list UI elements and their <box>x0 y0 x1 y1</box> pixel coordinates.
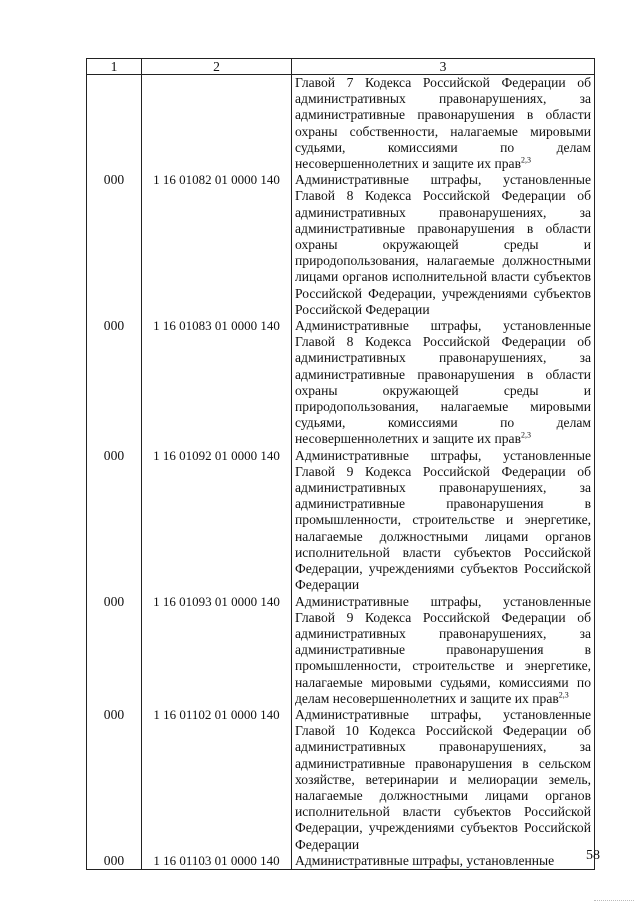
row-code <box>87 75 142 173</box>
page-number: 58 <box>586 848 600 863</box>
row-description <box>292 448 595 594</box>
row-description <box>292 707 595 853</box>
footnote-ref: 2,3 <box>558 690 569 700</box>
row-code: 000 <box>87 594 142 707</box>
row-code: 000 <box>87 448 142 594</box>
table-row <box>87 172 595 318</box>
row-description-text: Административные штрафы, установленные <box>295 852 555 868</box>
table-row <box>87 448 595 594</box>
row-code: 000 <box>87 853 142 870</box>
row-description <box>292 318 595 448</box>
column-header-2: 2 <box>142 59 292 75</box>
row-kbk: 1 16 01092 01 0000 140 <box>142 448 292 594</box>
row-description-text: Главой 7 Кодекса Российской Федерации об административных правонарушениях, за административные правонарушения в области охраны собственности, налагаемые мировыми судьями, комиссиями по делам несовершеннолетних и защите их прав <box>295 75 591 172</box>
row-code: 000 <box>87 172 142 318</box>
row-description-text: Административные штрафы, установленные Главой 8 Кодекса Российской Федерации об административных правонарушениях, за административные правонарушения в области охраны окружающей среды и природопользования, налагаемые должностными лицами органов исполнительной власти субъектов Российской Федерации, учреждениями субъектов Российской Федерации <box>295 172 591 317</box>
footnote-ref: 2,3 <box>521 155 532 165</box>
table-row <box>87 75 595 173</box>
row-description-text: Административные штрафы, установленные Главой 8 Кодекса Российской Федерации об административных правонарушениях, за административные правонарушения в области охраны окружающей среды и природопользования, налагаемые мировыми судьями, комиссиями по делам несовершеннолетних и защите их прав <box>295 318 591 447</box>
column-header-1: 1 <box>87 59 142 75</box>
row-description <box>292 75 595 173</box>
row-kbk: 1 16 01093 01 0000 140 <box>142 594 292 707</box>
table-row <box>87 707 595 853</box>
row-description-text: Административные штрафы, установленные Главой 10 Кодекса Российской Федерации об административных правонарушениях, за административные правонарушения в сельском хозяйстве, ветеринарии и мелиорации земель, налагаемые должностными лицами органов исполнительной власти субъектов Российской Федерации, учреждениями субъектов Российской Федерации <box>295 706 591 852</box>
table-row <box>87 594 595 707</box>
row-description <box>292 853 595 870</box>
table-row <box>87 318 595 448</box>
row-kbk: 1 16 01102 01 0000 140 <box>142 707 292 853</box>
row-description <box>292 594 595 707</box>
row-kbk: 1 16 01082 01 0000 140 <box>142 172 292 318</box>
table-row <box>87 853 595 870</box>
row-kbk: 1 16 01103 01 0000 140 <box>142 853 292 870</box>
row-description-text: Административные штрафы, установленные Главой 9 Кодекса Российской Федерации об административных правонарушениях, за административные правонарушения в промышленности, строительстве и энергетике, налагаемые мировыми судьями, комиссиями по делам несовершеннолетних и защите их прав <box>295 593 591 706</box>
row-kbk <box>142 75 292 173</box>
budget-code-table <box>86 58 595 870</box>
row-code: 000 <box>87 707 142 853</box>
footnote-ref: 2,3 <box>521 430 532 440</box>
row-description <box>292 172 595 318</box>
row-description-text: Административные штрафы, установленные Главой 9 Кодекса Российской Федерации об административных правонарушениях, за административные правонарушения в промышленности, строительстве и энергетике, налагаемые должностными лицами органов исполнительной власти субъектов Российской Федерации, учреждениями субъектов Российской Федерации <box>295 447 591 593</box>
table-header <box>87 59 595 75</box>
row-kbk: 1 16 01083 01 0000 140 <box>142 318 292 448</box>
column-header-3: 3 <box>292 59 595 75</box>
row-code: 000 <box>87 318 142 448</box>
scan-edge-mark <box>594 900 634 901</box>
table-body <box>87 75 595 870</box>
